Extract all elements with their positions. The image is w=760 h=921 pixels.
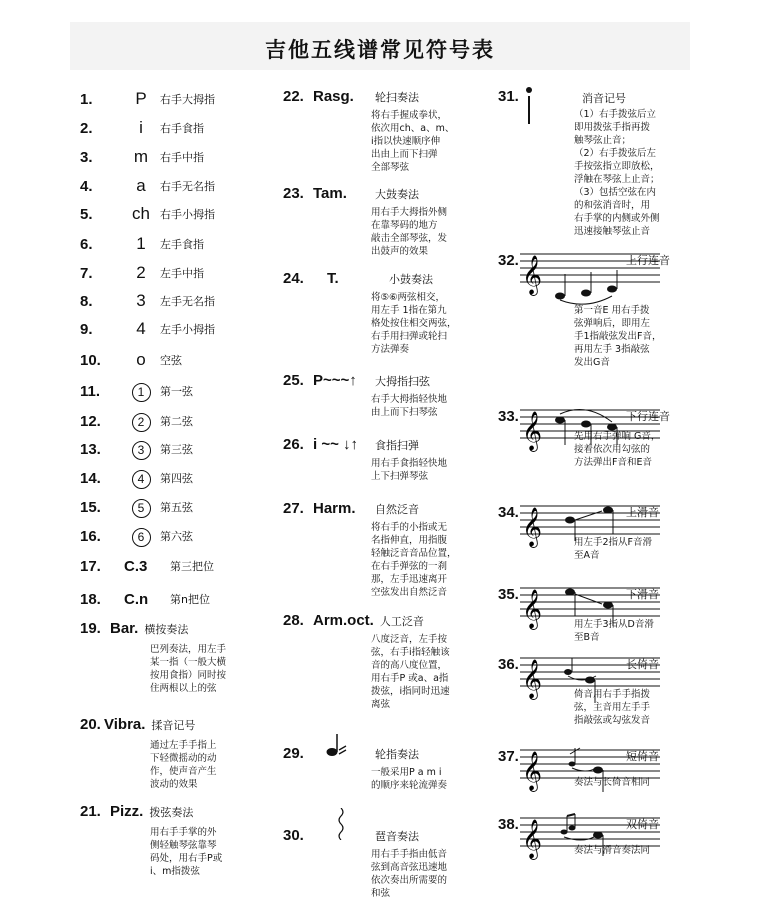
symbol-row [80,290,215,312]
symbol-text: 4 [136,319,146,338]
technique-desc: 奏法与长倚音相同 [574,777,651,788]
technique-head [283,270,483,287]
technique-desc: 用右手食指轻快地 上下扫弹琴弦 [371,458,448,482]
block-number: 32. [498,252,519,269]
symbol-text: o [136,350,146,369]
symbol-row [80,438,193,460]
symbol-text: 2 [136,263,146,282]
svg-text:𝄞: 𝄞 [522,751,543,791]
technique-name: 上行连音 [626,254,670,267]
technique-desc: 用左手2指从F音滑 至A音 [574,537,653,561]
technique-name: 下行连音 [626,410,670,423]
row-number: 12. [80,412,101,430]
symbol-label: 右手中指 [160,151,204,164]
block-number: 37. [498,748,519,765]
string-symbol [124,381,158,402]
technique-name: 人工泛音 [379,615,424,628]
circled-number: 4 [132,470,151,489]
symbol-label: 左手食指 [160,238,204,251]
symbol-text: i [139,118,143,137]
technique-block [80,803,280,878]
symbol-row [80,588,210,610]
symbol-label: 右手大拇指 [160,93,215,106]
symbol-row [80,146,204,168]
symbol-label: 右手无名指 [160,180,215,193]
svg-text:𝄞: 𝄞 [522,507,543,547]
technique-abbr: Tam. [313,185,347,202]
row-number: 7. [80,264,93,282]
symbol-row [80,262,204,284]
symbol-row [80,525,193,547]
block-number: 35. [498,586,519,603]
symbol-label: 第五弦 [160,501,193,514]
technique-desc: 倚音用右手手指拨 弦，主音用左手手 指敲弦或勾弦发音 [574,689,651,726]
block-number: 20. [80,716,101,733]
technique-head [80,620,280,637]
circled-number: 5 [132,499,151,518]
symbol-row [80,175,215,197]
block-number: 27. [283,500,304,517]
technique-name: 上滑音 [626,506,659,519]
row-number: 1. [80,90,93,108]
symbol-label: 第一弦 [160,385,193,398]
row-number: 3. [80,148,93,166]
row-number: 11. [80,382,101,400]
row-number: 15. [80,498,101,516]
technique-name: 琶音奏法 [375,830,419,843]
symbol-text: C.n [124,590,149,608]
technique-desc: 用左手3指从D音滑 至B音 [574,619,654,643]
row-number: 4. [80,177,93,195]
technique-abbr: Pizz. [110,803,144,820]
technique-block [283,500,483,599]
technique-head [80,803,280,820]
row-number: 16. [80,527,101,545]
technique-desc: 巴列奏法，用左手 某一指（一般大横 按用食指）同时按 住两根以上的弦 [150,644,227,694]
row-number: 17. [80,557,101,575]
technique-abbr: T. [327,270,339,287]
technique-desc: 奏法与滑音奏法同 [574,845,651,856]
row-number: 5. [80,205,93,223]
symbol-text: C.3 [124,557,148,575]
technique-head [283,500,483,517]
circled-number: 1 [132,383,151,402]
technique-desc: 将⑤⑥两弦相交， 用左手 1指在第九 格处按住相交两弦， 右手用扫弹或轮扫 方法弹奏 [371,292,457,355]
technique-head [283,612,483,629]
circled-number: 3 [132,441,151,460]
row-number: 18. [80,590,101,608]
symbol-row [80,380,193,402]
rasgueado-note-icon [313,732,369,762]
technique-desc: 一般采用P a m i 的顺序来轮流弹奏 [371,767,448,791]
string-symbol [124,526,158,547]
row-number: 14. [80,469,101,487]
technique-head [80,716,280,733]
technique-name: 轮指奏法 [375,748,419,761]
symbol-text: a [136,176,146,195]
technique-block [283,270,483,356]
block-number: 23. [283,185,304,202]
symbol-text: ch [132,204,150,223]
symbol-label: 空弦 [160,354,182,367]
technique-head [283,185,483,202]
row-number: 13. [80,440,101,458]
block-number: 31. [498,88,519,105]
technique-desc: 第一音E 用右手拨 弦弹响后，即用左 手1指敲弦发出F音， 再用左手 3指敲弦 发出G音 [574,305,662,368]
technique-block [283,88,483,174]
technique-block [283,185,483,258]
svg-text:𝄞: 𝄞 [522,255,543,295]
block-number: 22. [283,88,304,105]
symbol-label: 右手食指 [160,122,204,135]
mute-note-icon [520,86,538,130]
symbol-row [80,349,182,371]
technique-block [283,612,483,711]
technique-name: 短倚音 [626,750,659,763]
technique-abbr: Vibra. [104,716,146,733]
symbol-row [80,88,215,110]
symbol-text: P [135,89,147,108]
symbol-label: 左手中指 [160,267,204,280]
technique-desc: 右手大拇指轻快地 由上而下扫琴弦 [371,394,448,418]
symbol-label: 第六弦 [160,530,193,543]
symbol-row [80,233,204,255]
row-number: 6. [80,235,93,253]
technique-name: 下滑音 [626,588,659,601]
circled-number: 2 [132,413,151,432]
symbol-label: 右手小拇指 [160,208,215,221]
symbol-label: 第四弦 [160,472,193,485]
page-title: 吉他五线谱常见符号表 [265,37,495,62]
block-number: 28. [283,612,304,629]
svg-text:𝄞: 𝄞 [522,411,543,451]
technique-head [283,436,483,453]
symbol-row [80,467,193,489]
technique-head [283,732,483,762]
technique-desc: 将右手握成拳状， 依次用ch、a、m、 i指以快速顺序伸 出由上而下扫弹 全部琴弦 [371,110,455,173]
symbol-row [80,318,215,340]
technique-name: 拨弦奏法 [149,806,194,819]
technique-name: 食指扫弹 [375,439,419,452]
string-symbol [124,411,158,432]
svg-text:𝄞: 𝄞 [522,659,543,699]
block-number: 30. [283,827,304,844]
technique-abbr: Rasg. [313,88,354,105]
technique-desc: 先用右手弹响 G音， 接着依次用勾弦的 方法弹出F音和E音 [574,431,661,468]
technique-head [283,808,483,844]
technique-desc: 用右手手掌的外 侧轻触琴弦靠琴 码处，用右手P或 i、m指拨弦 [150,827,223,877]
block-number: 21. [80,803,101,820]
symbol-text: 1 [136,234,146,253]
block-number: 38. [498,816,519,833]
technique-name: 大拇指扫弦 [375,375,430,388]
symbol-row [80,410,193,432]
technique-abbr: Harm. [313,500,356,517]
arpeggio-wavy-icon [313,808,369,844]
technique-desc: 八度泛音，左手按 弦，右手i指轻触该 音的高八度位置， 用右手P 或a、a指 拨弦，i指同时迅速 离弦 [371,634,450,710]
technique-name: 消音记号 [582,92,626,105]
technique-name: 轮扫奏法 [375,91,419,104]
technique-desc: 通过左手手指上 下轻微摇动的动 作，使声音产生 波动的效果 [150,740,217,790]
string-symbol [124,468,158,489]
symbol-label: 第三弦 [160,443,193,456]
technique-desc: （1）右手拨弦后立 即用拨弦手指再拨 触琴弦止音； （2）右手拨弦后左 手按弦指立即放松， 浮触在琴弦上止音； （3）包括空弦在内 的和弦消音时，用 右手掌的内侧或外侧 迅速接触琴弦止音 [574,109,660,237]
technique-desc: 将右手的小指或无 名指伸直，用指腹 轻触泛音音品位置， 在右手弹弦的一刹 那，左手迅速离开 空弦发出自然泛音 [371,522,457,598]
technique-block [283,732,483,792]
block-number: 34. [498,504,519,521]
technique-block [283,436,483,483]
technique-name: 揉音记号 [151,719,196,732]
technique-name: 小鼓奏法 [389,273,433,286]
symbol-row [80,496,193,518]
row-number: 2. [80,119,93,137]
symbol-row [80,203,215,225]
svg-text:𝄞: 𝄞 [522,589,543,629]
block-number: 36. [498,656,519,673]
technique-name: 自然泛音 [375,503,419,516]
technique-abbr: Bar. [110,620,139,637]
technique-abbr: Arm.oct. [313,612,374,629]
technique-name: 长倚音 [626,658,659,671]
symbol-row [80,555,214,577]
row-number: 10. [80,351,101,369]
string-symbol [124,439,158,460]
symbol-row [80,117,204,139]
block-number: 25. [283,372,304,389]
block-number: 33. [498,408,519,425]
row-number: 8. [80,292,93,310]
row-number: 9. [80,320,93,338]
technique-head [283,372,483,389]
block-number: 26. [283,436,304,453]
block-number: 19. [80,620,101,637]
technique-head [283,88,483,105]
technique-block [283,372,483,419]
block-number: 29. [283,745,304,762]
symbol-label: 第n把位 [170,593,210,606]
svg-text:𝄞: 𝄞 [522,819,543,859]
technique-block [80,620,280,695]
symbol-text: 3 [136,291,146,310]
technique-abbr: i ~~ ↓↑ [313,436,359,453]
block-number: 24. [283,270,304,287]
symbol-label: 第三把位 [170,560,214,573]
technique-desc: 用右手大拇指外侧 在靠琴码的地方 敲击全部琴弦，发 出鼓声的效果 [371,207,448,257]
technique-name: 大鼓奏法 [375,188,419,201]
symbol-label: 左手无名指 [160,295,215,308]
technique-name: 双倚音 [626,818,659,831]
symbol-label: 第二弦 [160,415,193,428]
technique-abbr: P~~~↑ [313,372,357,389]
technique-desc: 用右手手指由低音 弦到高音弦迅速地 依次奏出所需要的 和弦 [371,849,448,899]
technique-name: 横按奏法 [144,623,189,636]
technique-block [80,716,280,791]
symbol-label: 左手小拇指 [160,323,215,336]
string-symbol [124,497,158,518]
symbol-text: m [133,147,149,166]
technique-block [283,808,483,900]
circled-number: 6 [132,528,151,547]
